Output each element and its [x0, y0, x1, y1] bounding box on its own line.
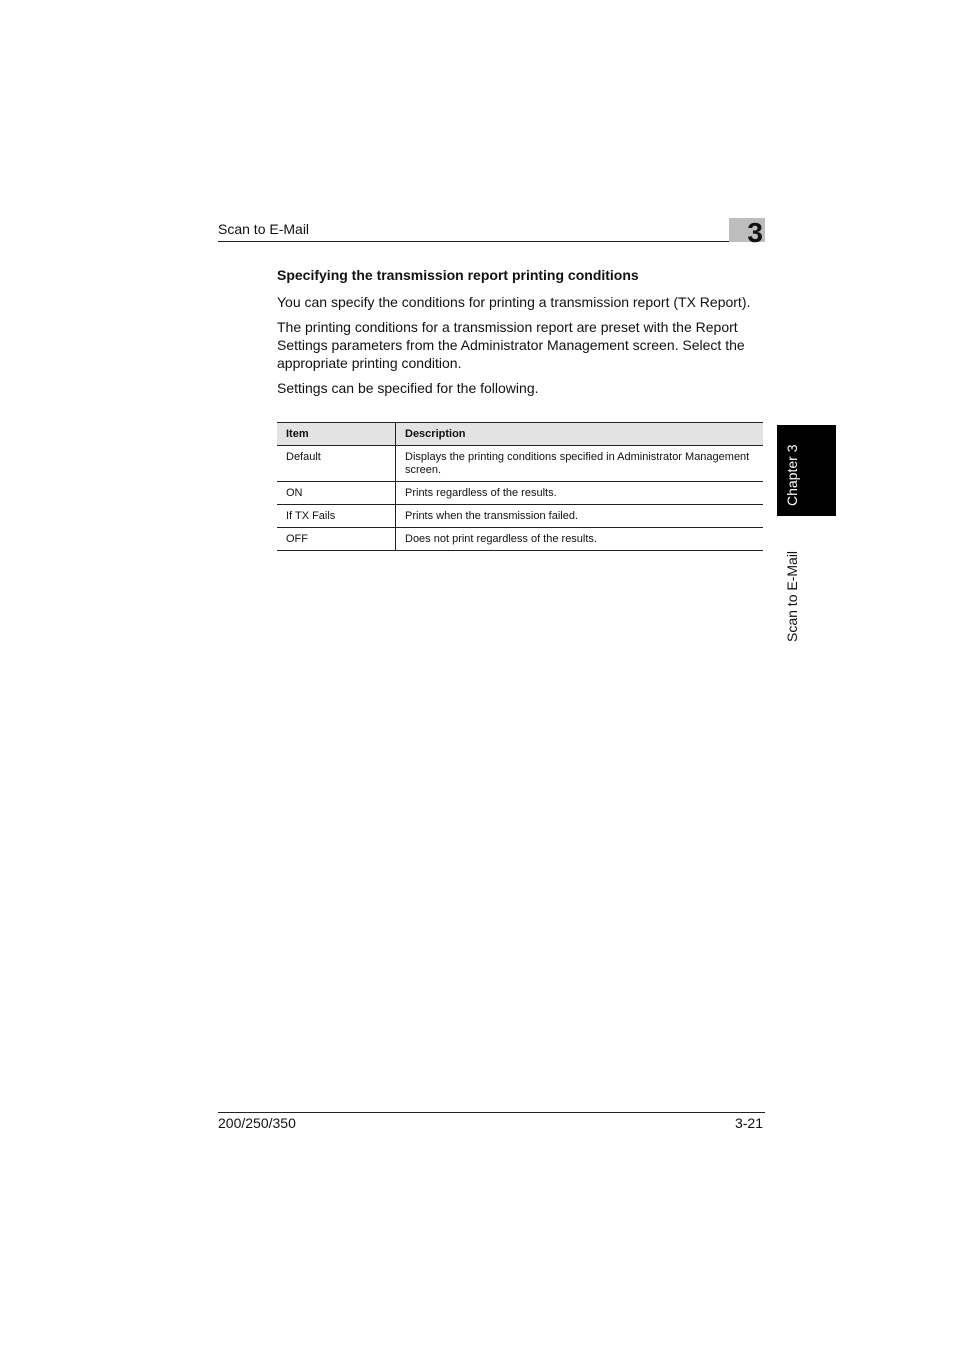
side-tab-chapter-label: Chapter 3 — [784, 444, 800, 506]
running-header-title: Scan to E-Mail — [218, 221, 310, 237]
header-rule — [218, 241, 765, 242]
table-row — [277, 505, 763, 528]
table-cell-description: Prints regardless of the results. — [396, 482, 764, 505]
table-row — [277, 528, 763, 551]
table-row — [277, 446, 763, 482]
table-cell-description: Prints when the transmission failed. — [396, 505, 764, 528]
table-cell-item: OFF — [277, 528, 396, 551]
side-tab-section-label: Scan to E-Mail — [784, 550, 800, 642]
footer-page-number: 3-21 — [734, 1115, 763, 1131]
column-header-description: Description — [396, 423, 764, 446]
settings-table — [277, 422, 763, 551]
table-header-row — [277, 423, 763, 446]
conditions-paragraph: The printing conditions for a transmission report are preset with the Report Settings parameters from the Administrator Management screen. Select the appropriate printing condition. — [277, 319, 745, 371]
intro-paragraph: You can specify the conditions for printing a transmission report (TX Report). — [277, 294, 751, 310]
table-cell-description: Displays the printing conditions specified in Administrator Management screen. — [396, 446, 764, 482]
table-cell-item: ON — [277, 482, 396, 505]
footer-rule — [218, 1112, 765, 1113]
table-cell-item: Default — [277, 446, 396, 482]
section-heading: Specifying the transmission report printing conditions — [277, 267, 639, 283]
table-cell-item: If TX Fails — [277, 505, 396, 528]
table-cell-description: Does not print regardless of the results. — [396, 528, 764, 551]
footer-model: 200/250/350 — [218, 1115, 296, 1131]
column-header-item: Item — [277, 423, 396, 446]
chapter-number-box — [729, 217, 765, 248]
chapter-number: 3 — [747, 217, 763, 248]
settings-paragraph: Settings can be specified for the following. — [277, 380, 539, 396]
table-row — [277, 482, 763, 505]
